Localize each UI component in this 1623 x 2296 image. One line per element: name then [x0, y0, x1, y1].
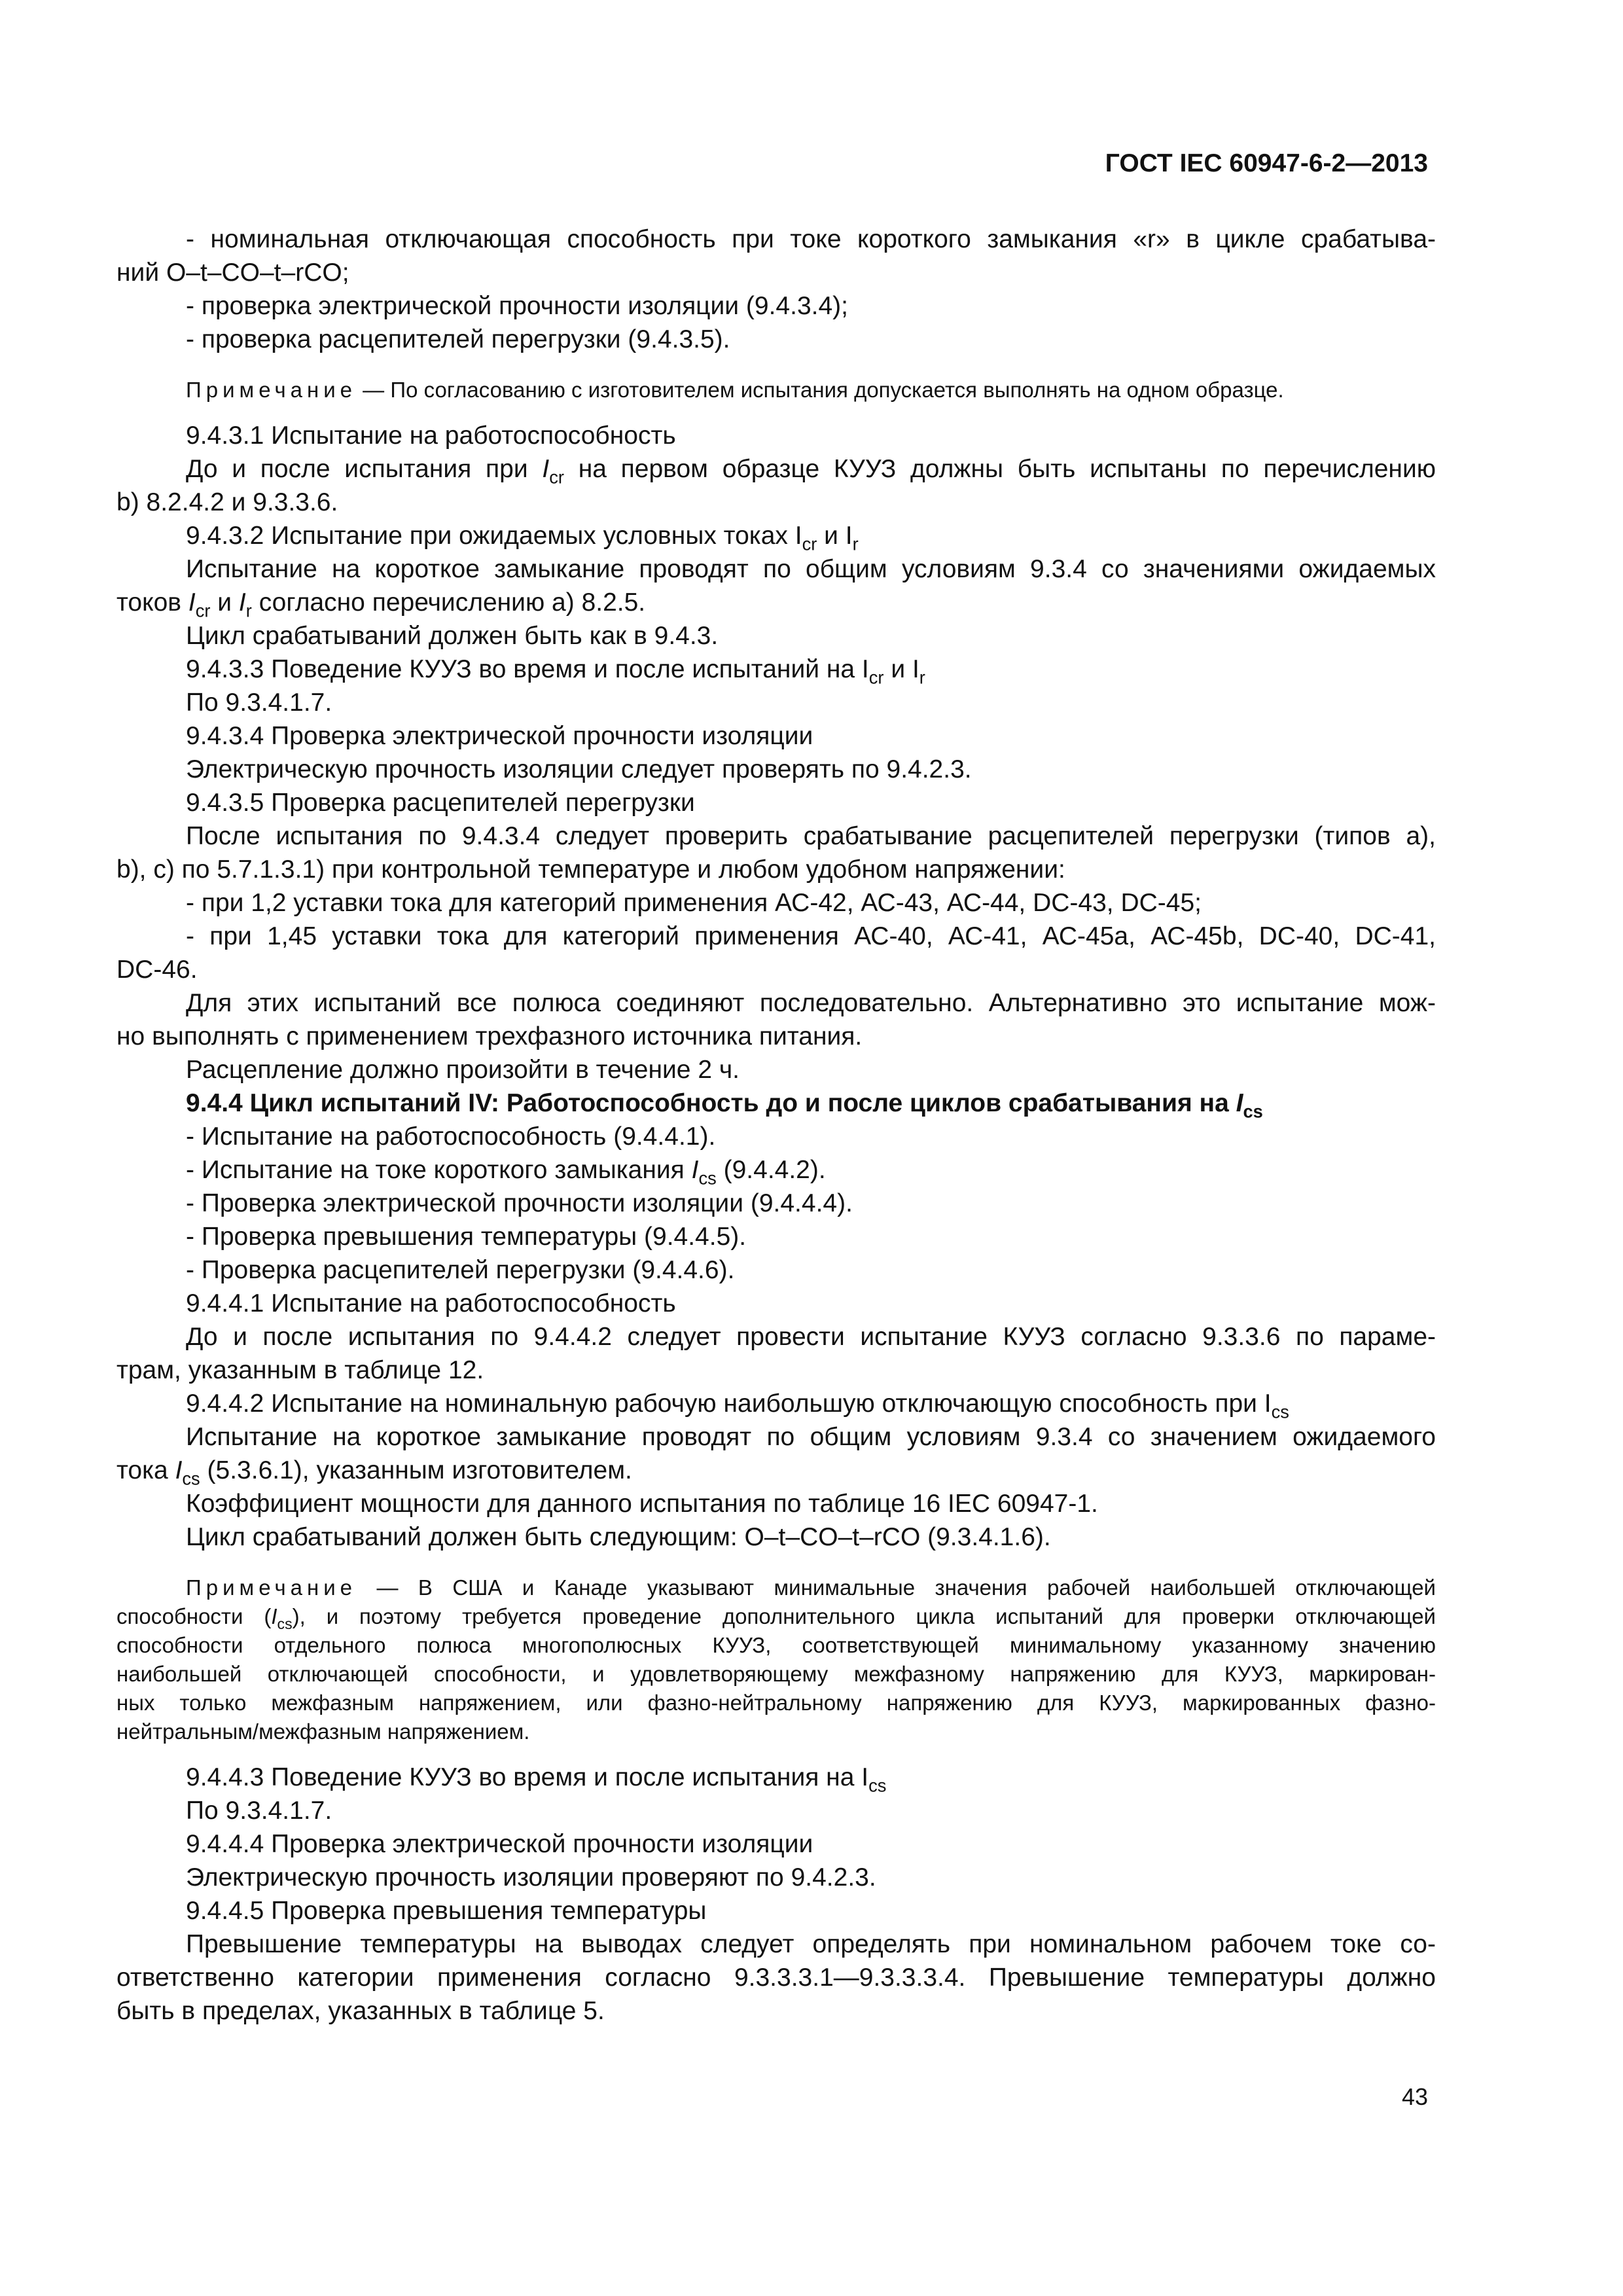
paragraph: Электрическую прочность изоляции следует проверять по 9.4.2.3.: [186, 755, 972, 783]
paragraph-cont: но выполнять с применением трехфазного источника питания.: [116, 1022, 863, 1050]
note-label: Примечание: [186, 378, 357, 402]
paragraph: По 9.3.4.1.7.: [186, 689, 332, 717]
section-title: 9.4.3.3 Поведение КУУЗ во время и после испытаний на $I_{cr}$ и $I_r$: [186, 655, 925, 688]
list-item: - проверка электрической прочности изоляции (9.4.3.4);: [186, 292, 849, 320]
section-title: 9.4.3.4 Проверка электрической прочности изоляции: [186, 722, 813, 750]
paragraph: Превышение температуры на выводах следует определять при номинальном рабочем токе со-: [186, 1930, 1436, 1958]
section-title: 9.4.4.2 Испытание на номинальную рабочую наибольшую отключающую способность при $I_{cs}$: [186, 1390, 1289, 1422]
paragraph-cont: тока $I_{cs}$ (5.3.6.1), указанным изготовителем.: [116, 1456, 632, 1489]
paragraph: До и после испытания по 9.4.4.2 следует провести испытание КУУЗ согласно 9.3.3.6 по параме-: [186, 1323, 1436, 1351]
section-title: 9.4.4.4 Проверка электрической прочности изоляции: [186, 1830, 813, 1858]
note-line: ных только межфазным напряжением, или фазно-нейтральному напряжению для КУУЗ, маркированных фазно-: [116, 1691, 1436, 1715]
list-item: - при 1,2 уставки тока для категорий применения АС-42, АС-43, АС-44, DC-43, DC-45;: [186, 889, 1202, 917]
section-title: 9.4.3.2 Испытание при ожидаемых условных токах $I_{cr}$ и $I_r$: [186, 522, 859, 554]
paragraph: Для этих испытаний все полюса соединяют последовательно. Альтернативно это испытание мож-: [186, 989, 1436, 1017]
paragraph: Расцепление должно произойти в течение 2 ч.: [186, 1056, 740, 1084]
section-title: 9.4.4.5 Проверка превышения температуры: [186, 1897, 707, 1925]
paragraph-cont: b) 8.2.4.2 и 9.3.3.6.: [116, 488, 338, 516]
section-title: 9.4.3.1 Испытание на работоспособность: [186, 422, 676, 450]
section-title: 9.4.4.1 Испытание на работоспособность: [186, 1289, 676, 1318]
note-line: наибольшей отключающей способности, и удовлетворяющему межфазному напряжению для КУУЗ, маркирован-: [116, 1662, 1436, 1686]
list-item-cont: ний O–t–CO–t–rCO;: [116, 259, 349, 287]
list-item: - проверка расцепителей перегрузки (9.4.3.5).: [186, 325, 730, 353]
paragraph: Испытание на короткое замыкание проводят по общим условиям 9.3.4 со значением ожидаемого: [186, 1423, 1436, 1451]
paragraph: Цикл срабатываний должен быть как в 9.4.3.: [186, 622, 719, 650]
list-item: - Проверка электрической прочности изоляции (9.4.4.4).: [186, 1189, 853, 1217]
paragraph-cont: b), с) по 5.7.1.3.1) при контрольной температуре и любом удобном напряжении:: [116, 855, 1065, 884]
paragraph: Испытание на короткое замыкание проводят по общим условиям 9.3.4 со значениями ожидаемых: [186, 555, 1436, 583]
paragraph-cont: ответственно категории применения согласно 9.3.3.3.1—9.3.3.3.4. Превышение температуры должно: [116, 1964, 1436, 1992]
note-label: Примечание: [186, 1575, 357, 1600]
page-number: 43: [1401, 2083, 1428, 2110]
paragraph: Электрическую прочность изоляции проверяют по 9.4.2.3.: [186, 1863, 876, 1892]
list-item: - Проверка расцепителей перегрузки (9.4.4.6).: [186, 1256, 735, 1284]
document-header: ГОСТ IEC 60947-6-2—2013: [1105, 149, 1428, 177]
note-text: — По согласованию с изготовителем испытания допускается выполнять на одном образце.: [357, 378, 1284, 402]
list-item: - Испытание на работоспособность (9.4.4.1).: [186, 1122, 716, 1151]
paragraph-cont: трам, указанным в таблице 12.: [116, 1356, 484, 1384]
note-line: способности отдельного полюса многополюсных КУУЗ, соответствующей минимальному указанному значению: [116, 1633, 1436, 1657]
list-item: - Проверка превышения температуры (9.4.4.5).: [186, 1223, 747, 1251]
list-item: - Испытание на токе короткого замыкания $I_{cs}$ (9.4.4.2).: [186, 1156, 826, 1189]
section-title: 9.4.3.5 Проверка расцепителей перегрузки: [186, 789, 695, 817]
note: [116, 376, 1436, 404]
section-title: 9.4.4.3 Поведение КУУЗ во время и после испытания на $I_{cs}$: [186, 1763, 887, 1796]
list-item-cont: DC-46.: [116, 956, 198, 984]
paragraph: По 9.3.4.1.7.: [186, 1797, 332, 1825]
paragraph: После испытания по 9.4.3.4 следует проверить срабатывание расцепителей перегрузки (типов а),: [186, 822, 1436, 850]
paragraph: Коэффициент мощности для данного испытания по таблице 16 IEC 60947-1.: [186, 1490, 1098, 1518]
note-line: способности $(I_{cs})$, и поэтому требуется проведение дополнительного цикла испытаний для проверки отключающей: [116, 1604, 1436, 1633]
section-heading: 9.4.4 Цикл испытаний IV: Работоспособность до и после циклов срабатывания на $I_{cs}$: [186, 1089, 1263, 1122]
note-line: нейтральным/межфазным напряжением.: [116, 1719, 530, 1744]
list-item: - номинальная отключающая способность при токе короткого замыкания «r» в цикле срабатыва-: [186, 225, 1436, 253]
paragraph-cont: токов $I_{cr}$ и $I_r$ согласно перечислению а) 8.2.5.: [116, 588, 646, 621]
list-item: - при 1,45 уставки тока для категорий применения АС-40, АС-41, АС-45a, АС-45b, DC-40, DC-41,: [186, 922, 1436, 950]
note-line: Примечание — В США и Канаде указывают минимальные значения рабочей наибольшей отключающей: [186, 1575, 1436, 1600]
paragraph: До и после испытания при $I_{cr}$ на первом образце КУУЗ должны быть испытаны по перечислению: [186, 455, 1436, 488]
note-block: [116, 1573, 1436, 1746]
paragraph-cont: быть в пределах, указанных в таблице 5.: [116, 1997, 605, 2025]
paragraph: Цикл срабатываний должен быть следующим: O–t–CO–t–rCO (9.3.4.1.6).: [186, 1523, 1051, 1551]
document-body: [116, 223, 1436, 2028]
